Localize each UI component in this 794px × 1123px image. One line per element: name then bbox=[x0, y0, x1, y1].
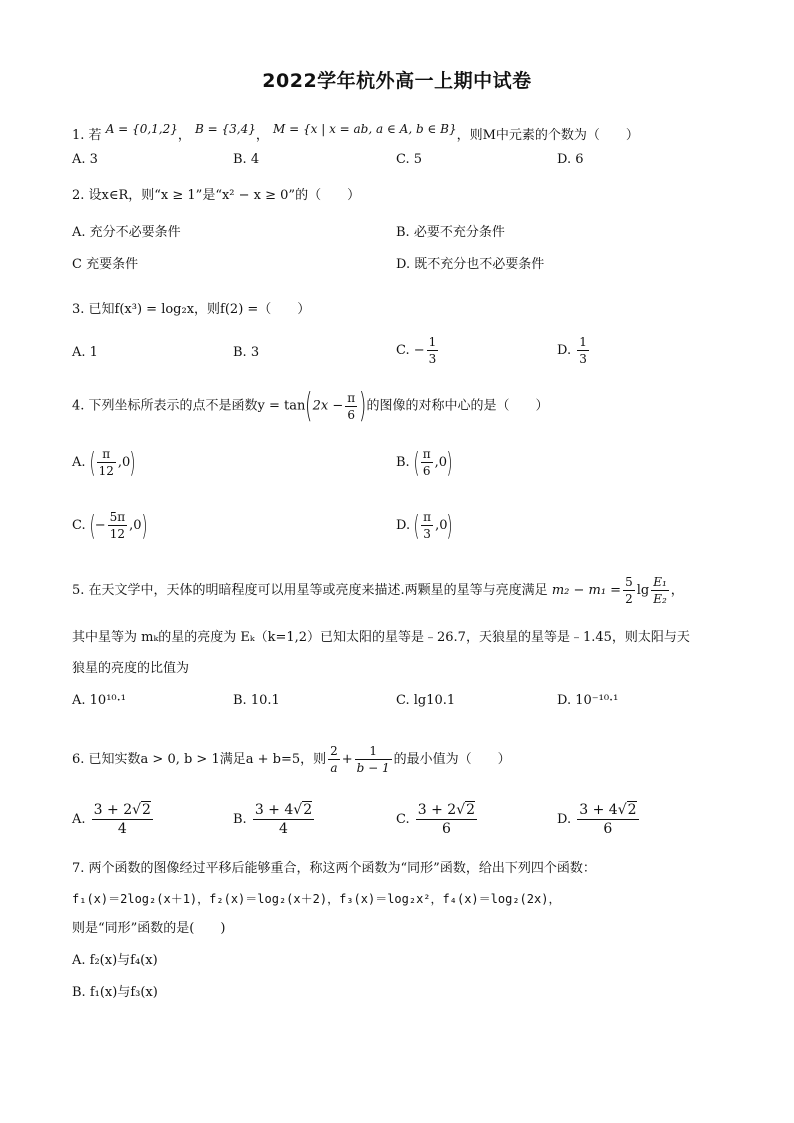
q7-functions: f₁(x)＝2log₂(x＋1)，f₂(x)＝log₂(x＋2)，f₃(x)＝log₂x²，f₄(x)＝log₂(2x)， bbox=[72, 892, 561, 906]
q4-d-den: 3 bbox=[423, 527, 431, 541]
q4-c-den: 12 bbox=[109, 527, 126, 541]
q4-a-fraction bbox=[97, 448, 116, 477]
q1-number: 1. bbox=[72, 128, 85, 143]
q1-tail: ，则M中元素的个数为（ ） bbox=[456, 128, 639, 143]
question-6 bbox=[72, 745, 511, 774]
question-7: 7. 两个函数的图像经过平移后能够重合，称这两个函数为“同形”函数，给出下列四个函数： bbox=[72, 861, 596, 876]
q5-formula-lhs: m₂ − m₁ = bbox=[551, 583, 622, 598]
q4-close-paren: ) bbox=[359, 386, 367, 426]
q5-coef-num: 5 bbox=[625, 575, 633, 589]
q6-b-num-a: 3 + 4 bbox=[254, 802, 294, 818]
q4-a-suffix: ,0 bbox=[117, 455, 131, 470]
q6-f1-num: 2 bbox=[330, 744, 338, 758]
q4-c-suffix: ,0 bbox=[129, 518, 142, 533]
q3-option-c-fraction bbox=[427, 336, 439, 365]
q3-option-c-sign: − bbox=[413, 343, 425, 358]
q3-c-num: 1 bbox=[428, 335, 437, 349]
q4-option-a bbox=[72, 445, 136, 479]
q5-formula-lg: lg bbox=[636, 583, 650, 598]
q2-option-c: C 充要条件 bbox=[72, 257, 139, 272]
q4-d-suffix: ,0 bbox=[435, 518, 448, 533]
q4-open-paren: ( bbox=[305, 386, 313, 426]
q4-c-fraction bbox=[108, 511, 128, 540]
q6-c-den: 6 bbox=[441, 821, 451, 837]
q6-b-rad: 2 bbox=[303, 802, 313, 818]
q2-option-b: B. 必要不充分条件 bbox=[396, 225, 505, 240]
q6-fraction-1 bbox=[328, 745, 340, 774]
q7-option-a: A. f₂(x)与f₄(x) bbox=[72, 953, 158, 968]
q1-option-d: D. 6 bbox=[557, 152, 584, 167]
q6-d-rad: 2 bbox=[627, 802, 637, 818]
q4-d-close: ) bbox=[446, 508, 453, 542]
q4-stem-den: 6 bbox=[347, 407, 356, 422]
q6-a-num-a: 3 + 2 bbox=[93, 802, 133, 818]
q4-d-open: ( bbox=[413, 508, 420, 542]
q6-a-den: 4 bbox=[117, 821, 127, 837]
q7-ask: 则是“同形”函数的是( ) bbox=[72, 921, 226, 936]
q4-b-close: ) bbox=[446, 445, 453, 479]
q4-option-a-label: A. bbox=[72, 455, 86, 470]
q6-option-c-label: C. bbox=[396, 812, 410, 827]
q5-formula-coef bbox=[623, 576, 635, 605]
q3-option-a: A. 1 bbox=[72, 345, 98, 360]
q3-option-c-label: C. bbox=[396, 343, 410, 358]
q4-b-open: ( bbox=[413, 445, 420, 479]
question-2: 2. 设x∈R，则“x ≥ 1”是“x² − x ≥ 0”的（ ） bbox=[72, 188, 361, 203]
question-3: 3. 已知f(x³) = log₂x，则f(2) =（ ） bbox=[72, 302, 311, 317]
q5-option-d: D. 10⁻¹⁰·¹ bbox=[557, 693, 619, 708]
q4-d-num: π bbox=[423, 510, 432, 524]
q6-a-rad: 2 bbox=[142, 802, 151, 818]
q6-option-b-label: B. bbox=[233, 812, 247, 827]
q4-stem-fraction bbox=[345, 392, 357, 421]
q5-ratio-den: E₂ bbox=[653, 592, 667, 606]
q4-a-close: ) bbox=[129, 445, 136, 479]
q1-set-m: M = {x | x = ab, a ∈ A, b ∈ B} bbox=[273, 122, 457, 136]
q6-plus: + bbox=[341, 752, 353, 767]
q4-option-b-label: B. bbox=[396, 455, 410, 470]
q6-c-num: 3 + 2√2 bbox=[417, 802, 476, 818]
q4-option-d bbox=[396, 508, 453, 542]
q5-line1-pre: 5. 在天文学中，天体的明暗程度可以用星等或亮度来描述.两颗星的星等与亮度满足 bbox=[72, 583, 548, 598]
q4-c-close: ) bbox=[141, 508, 148, 542]
q6-d-num-a: 3 + 4 bbox=[579, 802, 618, 818]
q4-c-open: ( bbox=[89, 508, 96, 542]
q1-option-b: B. 4 bbox=[233, 152, 260, 167]
q6-a-num: 3 + 2√2 bbox=[93, 802, 151, 818]
q5-option-a: A. 10¹⁰·¹ bbox=[72, 693, 126, 708]
q5-option-c: C. lg10.1 bbox=[396, 693, 456, 708]
q1-option-c: C. 5 bbox=[396, 152, 423, 167]
q6-option-a-label: A. bbox=[72, 812, 86, 827]
q4-option-b bbox=[396, 445, 453, 479]
q4-a-num: π bbox=[97, 448, 116, 463]
q6-a-fraction bbox=[92, 803, 153, 836]
q4-stem-num: π bbox=[347, 390, 356, 405]
q5-coef-den: 2 bbox=[625, 592, 633, 606]
q4-b-num: π bbox=[422, 447, 431, 461]
q4-option-c-label: C. bbox=[72, 518, 86, 533]
q6-c-num-a: 3 + 2 bbox=[417, 802, 457, 818]
q6-d-fraction bbox=[577, 803, 638, 836]
q3-option-d-label: D. bbox=[557, 343, 572, 358]
q6-option-c bbox=[396, 803, 479, 836]
q3-option-b: B. 3 bbox=[233, 345, 260, 360]
q3-d-num: 1 bbox=[579, 335, 587, 349]
q6-d-num: 3 + 4√2 bbox=[579, 802, 637, 818]
question-5-line-2: 其中星等为 mₖ的星的亮度为 Eₖ（k=1,2）已知太阳的星等是﹣26.7，天狼星的星等是﹣1.45，则太阳与天 bbox=[72, 630, 690, 645]
q6-c-rad: 2 bbox=[466, 802, 476, 818]
q4-b-fraction bbox=[421, 448, 433, 477]
q4-a-den: 12 bbox=[98, 464, 114, 478]
q6-option-a bbox=[72, 803, 155, 836]
q5-option-b: B. 10.1 bbox=[233, 693, 280, 708]
q4-stem-arg: 2x − bbox=[312, 398, 344, 414]
page-title: 2022学年杭外高一上期中试卷 bbox=[262, 70, 532, 92]
q6-stem-pre: 6. 已知实数a > 0, b > 1满足a + b=5，则 bbox=[72, 752, 327, 767]
question-1 bbox=[72, 120, 639, 145]
q1-sep1: ， bbox=[177, 128, 191, 143]
q3-option-d-fraction bbox=[577, 336, 589, 365]
q4-c-sign: − bbox=[94, 518, 106, 533]
q6-option-d bbox=[557, 803, 641, 836]
q1-option-a: A. 3 bbox=[72, 152, 98, 167]
question-5-line-3: 狼星的亮度的比值为 bbox=[72, 661, 190, 676]
q6-stem-post: 的最小值为（ ） bbox=[393, 752, 511, 767]
q7-option-b: B. f₁(x)与f₃(x) bbox=[72, 985, 158, 1000]
q6-f2-num: 1 bbox=[355, 745, 392, 760]
q4-a-open: ( bbox=[89, 445, 96, 479]
q6-b-den: 4 bbox=[279, 821, 288, 837]
q6-b-num: 3 + 4√2 bbox=[254, 802, 313, 818]
q2-option-d: D. 既不充分也不必要条件 bbox=[396, 257, 545, 272]
q4-option-d-label: D. bbox=[396, 518, 411, 533]
q4-b-suffix: ,0 bbox=[434, 455, 448, 470]
q3-option-c bbox=[396, 336, 440, 365]
q4-stem-pre: 4. 下列坐标所表示的点不是函数y = tan bbox=[72, 398, 306, 414]
question-4 bbox=[72, 386, 549, 426]
q4-b-den: 6 bbox=[422, 464, 431, 478]
q6-f2-den: b − 1 bbox=[356, 761, 390, 775]
q1-lead: 若 bbox=[88, 128, 102, 143]
q4-d-fraction bbox=[421, 511, 433, 540]
q6-b-fraction bbox=[253, 803, 314, 836]
q1-sep2: ， bbox=[255, 128, 269, 143]
q1-set-a: A = {0,1,2} bbox=[105, 122, 178, 136]
q3-c-den: 3 bbox=[428, 352, 437, 366]
q6-c-fraction bbox=[416, 803, 477, 836]
q6-fraction-2 bbox=[355, 745, 392, 774]
q3-option-d bbox=[557, 336, 591, 365]
q4-stem-post: 的图像的对称中心的是（ ） bbox=[366, 398, 549, 414]
question-5-line-1 bbox=[72, 576, 684, 605]
q4-c-num: 5π bbox=[109, 510, 126, 524]
q6-d-den: 6 bbox=[603, 821, 613, 837]
q3-d-den: 3 bbox=[579, 352, 587, 366]
q4-option-c bbox=[72, 508, 148, 542]
q1-set-b: B = {3,4} bbox=[195, 122, 256, 136]
q2-option-a: A. 充分不必要条件 bbox=[72, 225, 181, 240]
q6-f1-den: a bbox=[330, 761, 338, 775]
q5-ratio-num: E₁ bbox=[653, 575, 667, 589]
q6-option-d-label: D. bbox=[557, 812, 572, 827]
q6-option-b bbox=[233, 803, 316, 836]
q5-formula-ratio bbox=[651, 576, 669, 605]
q5-line1-post: ， bbox=[670, 583, 684, 598]
